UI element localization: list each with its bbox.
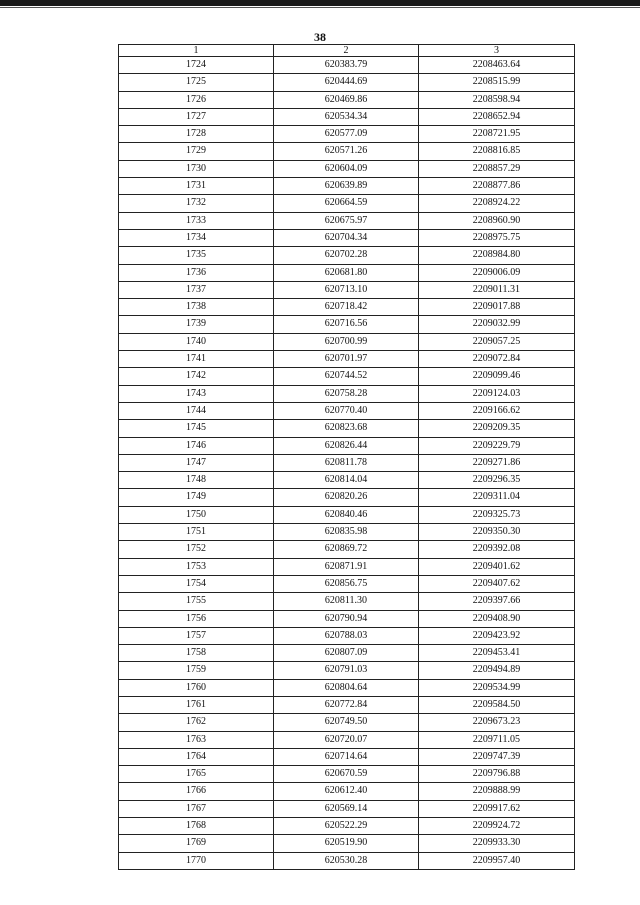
- y-coordinate-cell: 2209032.99: [419, 316, 575, 333]
- y-coordinate-cell: 2209401.62: [419, 558, 575, 575]
- x-coordinate-cell: 620788.03: [274, 627, 419, 644]
- point-number-cell: 1750: [119, 506, 274, 523]
- x-coordinate-cell: 620772.84: [274, 696, 419, 713]
- y-coordinate-cell: 2209453.41: [419, 645, 575, 662]
- y-coordinate-cell: 2208975.75: [419, 229, 575, 246]
- x-coordinate-cell: 620519.90: [274, 835, 419, 852]
- y-coordinate-cell: 2209296.35: [419, 472, 575, 489]
- y-coordinate-cell: 2208721.95: [419, 126, 575, 143]
- point-number-cell: 1762: [119, 714, 274, 731]
- x-coordinate-cell: 620770.40: [274, 402, 419, 419]
- point-number-cell: 1740: [119, 333, 274, 350]
- y-coordinate-cell: 2209917.62: [419, 800, 575, 817]
- table-row: [119, 489, 575, 506]
- top-border-rule: [0, 0, 640, 6]
- table-row: [119, 368, 575, 385]
- table-row: [119, 593, 575, 610]
- point-number-cell: 1758: [119, 645, 274, 662]
- table-row: [119, 299, 575, 316]
- table-row: [119, 575, 575, 592]
- x-coordinate-cell: 620530.28: [274, 852, 419, 869]
- y-coordinate-cell: 2209584.50: [419, 696, 575, 713]
- table-row: [119, 281, 575, 298]
- column-header-1: 1: [119, 45, 274, 57]
- point-number-cell: 1743: [119, 385, 274, 402]
- x-coordinate-cell: 620823.68: [274, 420, 419, 437]
- table-row: [119, 160, 575, 177]
- point-number-cell: 1745: [119, 420, 274, 437]
- x-coordinate-cell: 620639.89: [274, 178, 419, 195]
- point-number-cell: 1753: [119, 558, 274, 575]
- x-coordinate-cell: 620383.79: [274, 57, 419, 74]
- point-number-cell: 1738: [119, 299, 274, 316]
- y-coordinate-cell: 2208960.90: [419, 212, 575, 229]
- y-coordinate-cell: 2209711.05: [419, 731, 575, 748]
- table-row: [119, 126, 575, 143]
- x-coordinate-cell: 620534.34: [274, 108, 419, 125]
- point-number-cell: 1766: [119, 783, 274, 800]
- point-number-cell: 1729: [119, 143, 274, 160]
- y-coordinate-cell: 2209229.79: [419, 437, 575, 454]
- point-number-cell: 1752: [119, 541, 274, 558]
- x-coordinate-cell: 620758.28: [274, 385, 419, 402]
- y-coordinate-cell: 2208515.99: [419, 74, 575, 91]
- point-number-cell: 1768: [119, 818, 274, 835]
- point-number-cell: 1746: [119, 437, 274, 454]
- y-coordinate-cell: 2209888.99: [419, 783, 575, 800]
- table-row: [119, 247, 575, 264]
- table-row: [119, 437, 575, 454]
- y-coordinate-cell: 2209673.23: [419, 714, 575, 731]
- table-row: [119, 679, 575, 696]
- x-coordinate-cell: 620577.09: [274, 126, 419, 143]
- x-coordinate-cell: 620811.30: [274, 593, 419, 610]
- table-body: [119, 57, 575, 870]
- x-coordinate-cell: 620571.26: [274, 143, 419, 160]
- page-number: 38: [314, 30, 326, 44]
- point-number-cell: 1737: [119, 281, 274, 298]
- x-coordinate-cell: 620612.40: [274, 783, 419, 800]
- y-coordinate-cell: 2209392.08: [419, 541, 575, 558]
- table-row: [119, 57, 575, 74]
- x-coordinate-cell: 620701.97: [274, 351, 419, 368]
- x-coordinate-cell: 620716.56: [274, 316, 419, 333]
- point-number-cell: 1747: [119, 454, 274, 471]
- y-coordinate-cell: 2209957.40: [419, 852, 575, 869]
- table-row: [119, 558, 575, 575]
- y-coordinate-cell: 2208598.94: [419, 91, 575, 108]
- y-coordinate-cell: 2209924.72: [419, 818, 575, 835]
- table-row: [119, 333, 575, 350]
- table-row: [119, 818, 575, 835]
- table-row: [119, 195, 575, 212]
- y-coordinate-cell: 2208652.94: [419, 108, 575, 125]
- y-coordinate-cell: 2209099.46: [419, 368, 575, 385]
- point-number-cell: 1742: [119, 368, 274, 385]
- x-coordinate-cell: 620720.07: [274, 731, 419, 748]
- y-coordinate-cell: 2209011.31: [419, 281, 575, 298]
- point-number-cell: 1748: [119, 472, 274, 489]
- x-coordinate-cell: 620670.59: [274, 766, 419, 783]
- y-coordinate-cell: 2208924.22: [419, 195, 575, 212]
- y-coordinate-cell: 2209796.88: [419, 766, 575, 783]
- y-coordinate-cell: 2208816.85: [419, 143, 575, 160]
- point-number-cell: 1769: [119, 835, 274, 852]
- x-coordinate-cell: 620469.86: [274, 91, 419, 108]
- table-row: [119, 696, 575, 713]
- point-number-cell: 1733: [119, 212, 274, 229]
- table-header-row: [119, 45, 575, 57]
- table-row: [119, 420, 575, 437]
- y-coordinate-cell: 2209350.30: [419, 524, 575, 541]
- table-row: [119, 316, 575, 333]
- y-coordinate-cell: 2209423.92: [419, 627, 575, 644]
- y-coordinate-cell: 2209534.99: [419, 679, 575, 696]
- x-coordinate-cell: 620749.50: [274, 714, 419, 731]
- x-coordinate-cell: 620681.80: [274, 264, 419, 281]
- y-coordinate-cell: 2209072.84: [419, 351, 575, 368]
- point-number-cell: 1755: [119, 593, 274, 610]
- table-row: [119, 748, 575, 765]
- point-number-cell: 1735: [119, 247, 274, 264]
- table-row: [119, 212, 575, 229]
- point-number-cell: 1724: [119, 57, 274, 74]
- table-row: [119, 506, 575, 523]
- x-coordinate-cell: 620714.64: [274, 748, 419, 765]
- table-row: [119, 610, 575, 627]
- point-number-cell: 1730: [119, 160, 274, 177]
- table-row: [119, 108, 575, 125]
- point-number-cell: 1741: [119, 351, 274, 368]
- table-row: [119, 351, 575, 368]
- y-coordinate-cell: 2209017.88: [419, 299, 575, 316]
- table-row: [119, 524, 575, 541]
- y-coordinate-cell: 2209933.30: [419, 835, 575, 852]
- table-row: [119, 454, 575, 471]
- table-row: [119, 835, 575, 852]
- x-coordinate-cell: 620444.69: [274, 74, 419, 91]
- x-coordinate-cell: 620675.97: [274, 212, 419, 229]
- table-row: [119, 800, 575, 817]
- y-coordinate-cell: 2208463.64: [419, 57, 575, 74]
- x-coordinate-cell: 620791.03: [274, 662, 419, 679]
- point-number-cell: 1734: [119, 229, 274, 246]
- y-coordinate-cell: 2209407.62: [419, 575, 575, 592]
- coordinates-table: [118, 44, 575, 870]
- y-coordinate-cell: 2209397.66: [419, 593, 575, 610]
- point-number-cell: 1731: [119, 178, 274, 195]
- table-row: [119, 385, 575, 402]
- y-coordinate-cell: 2209494.89: [419, 662, 575, 679]
- table-row: [119, 645, 575, 662]
- table-row: [119, 766, 575, 783]
- top-border-rule-thin: [0, 7, 640, 8]
- y-coordinate-cell: 2209124.03: [419, 385, 575, 402]
- point-number-cell: 1759: [119, 662, 274, 679]
- y-coordinate-cell: 2209209.35: [419, 420, 575, 437]
- y-coordinate-cell: 2209166.62: [419, 402, 575, 419]
- x-coordinate-cell: 620744.52: [274, 368, 419, 385]
- point-number-cell: 1760: [119, 679, 274, 696]
- point-number-cell: 1751: [119, 524, 274, 541]
- table-row: [119, 783, 575, 800]
- table-row: [119, 264, 575, 281]
- point-number-cell: 1763: [119, 731, 274, 748]
- point-number-cell: 1728: [119, 126, 274, 143]
- x-coordinate-cell: 620814.04: [274, 472, 419, 489]
- x-coordinate-cell: 620702.28: [274, 247, 419, 264]
- table-row: [119, 627, 575, 644]
- y-coordinate-cell: 2209311.04: [419, 489, 575, 506]
- x-coordinate-cell: 620790.94: [274, 610, 419, 627]
- y-coordinate-cell: 2209408.90: [419, 610, 575, 627]
- y-coordinate-cell: 2208857.29: [419, 160, 575, 177]
- point-number-cell: 1736: [119, 264, 274, 281]
- y-coordinate-cell: 2209057.25: [419, 333, 575, 350]
- column-header-3: 3: [419, 45, 575, 57]
- x-coordinate-cell: 620871.91: [274, 558, 419, 575]
- point-number-cell: 1732: [119, 195, 274, 212]
- x-coordinate-cell: 620704.34: [274, 229, 419, 246]
- point-number-cell: 1749: [119, 489, 274, 506]
- y-coordinate-cell: 2209325.73: [419, 506, 575, 523]
- point-number-cell: 1770: [119, 852, 274, 869]
- y-coordinate-cell: 2208877.86: [419, 178, 575, 195]
- x-coordinate-cell: 620807.09: [274, 645, 419, 662]
- table-row: [119, 74, 575, 91]
- table-row: [119, 143, 575, 160]
- x-coordinate-cell: 620856.75: [274, 575, 419, 592]
- point-number-cell: 1761: [119, 696, 274, 713]
- point-number-cell: 1739: [119, 316, 274, 333]
- x-coordinate-cell: 620718.42: [274, 299, 419, 316]
- table-row: [119, 852, 575, 869]
- x-coordinate-cell: 620835.98: [274, 524, 419, 541]
- table-row: [119, 662, 575, 679]
- x-coordinate-cell: 620569.14: [274, 800, 419, 817]
- table-row: [119, 731, 575, 748]
- table-row: [119, 91, 575, 108]
- x-coordinate-cell: 620700.99: [274, 333, 419, 350]
- point-number-cell: 1727: [119, 108, 274, 125]
- point-number-cell: 1754: [119, 575, 274, 592]
- point-number-cell: 1757: [119, 627, 274, 644]
- x-coordinate-cell: 620664.59: [274, 195, 419, 212]
- x-coordinate-cell: 620811.78: [274, 454, 419, 471]
- x-coordinate-cell: 620804.64: [274, 679, 419, 696]
- table-row: [119, 714, 575, 731]
- point-number-cell: 1767: [119, 800, 274, 817]
- x-coordinate-cell: 620820.26: [274, 489, 419, 506]
- table-row: [119, 178, 575, 195]
- y-coordinate-cell: 2208984.80: [419, 247, 575, 264]
- x-coordinate-cell: 620604.09: [274, 160, 419, 177]
- column-header-2: 2: [274, 45, 419, 57]
- point-number-cell: 1765: [119, 766, 274, 783]
- x-coordinate-cell: 620713.10: [274, 281, 419, 298]
- point-number-cell: 1726: [119, 91, 274, 108]
- x-coordinate-cell: 620826.44: [274, 437, 419, 454]
- point-number-cell: 1756: [119, 610, 274, 627]
- point-number-cell: 1744: [119, 402, 274, 419]
- y-coordinate-cell: 2209271.86: [419, 454, 575, 471]
- x-coordinate-cell: 620869.72: [274, 541, 419, 558]
- table-row: [119, 472, 575, 489]
- table-row: [119, 229, 575, 246]
- y-coordinate-cell: 2209006.09: [419, 264, 575, 281]
- x-coordinate-cell: 620522.29: [274, 818, 419, 835]
- table-row: [119, 541, 575, 558]
- point-number-cell: 1725: [119, 74, 274, 91]
- x-coordinate-cell: 620840.46: [274, 506, 419, 523]
- point-number-cell: 1764: [119, 748, 274, 765]
- table-row: [119, 402, 575, 419]
- y-coordinate-cell: 2209747.39: [419, 748, 575, 765]
